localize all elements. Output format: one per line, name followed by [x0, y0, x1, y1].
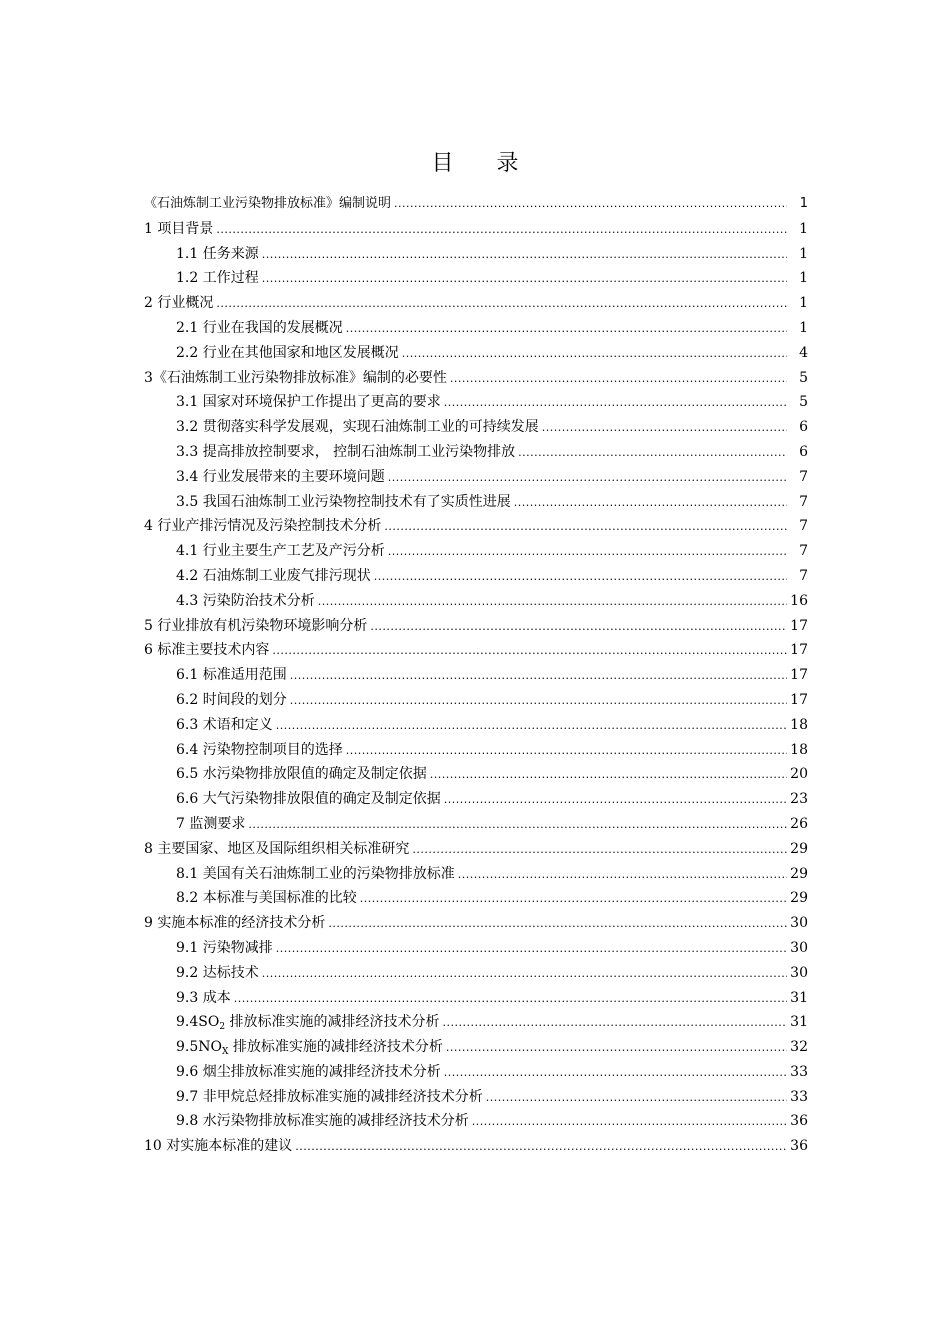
- toc-page-number: 7: [799, 468, 808, 485]
- toc-page-number: 1: [799, 245, 808, 262]
- toc-page-number: 32: [790, 1039, 808, 1056]
- toc-entry-label: 3《石油炼制工业污染物排放标准》编制的必要性: [144, 369, 447, 386]
- toc-page-number: 5: [799, 369, 808, 386]
- toc-page-number: 1: [799, 295, 808, 312]
- toc-dot-leader: [295, 1134, 787, 1160]
- toc-entry[interactable]: [144, 738, 808, 763]
- toc-dot-leader: [216, 291, 787, 317]
- toc-entry[interactable]: [144, 1035, 808, 1060]
- toc-page-number: 30: [790, 915, 808, 932]
- toc-entry-label: 2.1 行业在我国的发展概况: [176, 319, 343, 336]
- toc-entry-label: 9 实施本标准的经济技术分析: [144, 915, 326, 932]
- toc-page-number: 29: [790, 890, 808, 907]
- toc-entry-label: 7 监测要求: [176, 815, 246, 832]
- toc-entry-label: 1.2 工作过程: [176, 270, 259, 287]
- toc-dot-leader: [486, 1085, 787, 1111]
- toc-page-number: 7: [799, 493, 808, 510]
- toc-entry[interactable]: [144, 242, 808, 267]
- toc-page-number: 30: [790, 964, 808, 981]
- toc-entry-label: 8.2 本标准与美国标准的比较: [176, 890, 357, 907]
- toc-entry[interactable]: [144, 465, 808, 490]
- toc-entry[interactable]: [144, 812, 808, 837]
- toc-page-number: 31: [790, 1014, 808, 1031]
- toc-entry-label: 6.2 时间段的划分: [176, 691, 287, 708]
- toc-entry-label: 8 主要国家、地区及国际组织相关标准研究: [144, 840, 410, 857]
- toc-dot-leader: [374, 564, 787, 590]
- toc-page-number: 20: [790, 766, 808, 783]
- toc-dot-leader: [443, 1010, 787, 1036]
- toc-page-number: 1: [799, 319, 808, 336]
- toc-dot-leader: [412, 837, 787, 863]
- toc-dot-leader: [370, 614, 787, 640]
- toc-page-number: 18: [790, 741, 808, 758]
- toc-page-number: 36: [790, 1138, 808, 1155]
- toc-entry[interactable]: [144, 490, 808, 515]
- toc-page-number: 33: [790, 1063, 808, 1080]
- toc-dot-leader: [276, 713, 787, 739]
- toc-dot-leader: [518, 440, 787, 466]
- toc-entry[interactable]: [144, 589, 808, 614]
- toc-dot-leader: [458, 862, 787, 888]
- toc-entry[interactable]: [144, 837, 808, 862]
- toc-entry-label: 3.2 贯彻落实科学发展观，实现石油炼制工业的可持续发展: [176, 419, 539, 436]
- toc-entry[interactable]: [144, 1109, 808, 1134]
- toc-entry-label: 3.1 国家对环境保护工作提出了更高的要求: [176, 394, 441, 411]
- toc-entry-label: 6.1 标准适用范围: [176, 667, 287, 684]
- toc-entry[interactable]: [144, 366, 808, 391]
- toc-page-number: 7: [799, 543, 808, 560]
- toc-dot-leader: [346, 738, 787, 764]
- toc-entry[interactable]: [144, 564, 808, 589]
- toc-entry[interactable]: [144, 663, 808, 688]
- toc-entry[interactable]: [144, 762, 808, 787]
- toc-entry[interactable]: [144, 936, 808, 961]
- toc-dot-leader: [276, 936, 787, 962]
- toc-entry-label: 9.1 污染物减排: [176, 939, 273, 956]
- toc-dot-leader: [450, 366, 787, 392]
- toc-entry-label: 10 对实施本标准的建议: [144, 1138, 293, 1155]
- toc-entry[interactable]: [144, 440, 808, 465]
- toc-dot-leader: [446, 1035, 787, 1061]
- toc-entry-label-post: 排放标准实施的减排经济技术分析: [228, 1039, 443, 1056]
- toc-dot-leader: [384, 514, 787, 540]
- toc-page-number: 31: [790, 989, 808, 1006]
- toc-dot-leader: [394, 192, 787, 217]
- toc-dot-leader: [402, 341, 787, 367]
- toc-entry-label: 9.3 成本: [176, 989, 231, 1006]
- toc-dot-leader: [388, 539, 787, 565]
- toc-page-number: 1: [799, 220, 808, 237]
- toc-page-number: 5: [799, 394, 808, 411]
- toc-entry[interactable]: [144, 539, 808, 564]
- toc-page-number: 17: [790, 642, 808, 659]
- toc-entry-label: 3.5 我国石油炼制工业污染物控制技术有了实质性进展: [176, 493, 511, 510]
- toc-dot-leader: [290, 663, 787, 689]
- toc-dot-leader: [262, 266, 787, 292]
- toc-entry-label: 2.2 行业在其他国家和地区发展概况: [176, 344, 399, 361]
- toc-dot-leader: [248, 812, 787, 838]
- toc-page-number: 17: [790, 617, 808, 634]
- toc-entry[interactable]: [144, 192, 808, 217]
- toc-entry-label: 3.4 行业发展带来的主要环境问题: [176, 468, 385, 485]
- toc-entry[interactable]: [144, 217, 808, 242]
- toc-entry[interactable]: [144, 1010, 808, 1035]
- toc-entry[interactable]: [144, 787, 808, 812]
- toc-page-number: 29: [790, 865, 808, 882]
- table-of-contents: [144, 192, 808, 1159]
- toc-entry-label: 5 行业排放有机污染物环境影响分析: [144, 617, 368, 634]
- toc-page-number: 7: [799, 518, 808, 535]
- toc-entry[interactable]: [144, 886, 808, 911]
- toc-entry[interactable]: [144, 341, 808, 366]
- toc-entry-label: 2 行业概况: [144, 295, 214, 312]
- toc-entry-label-subscript: X: [222, 1047, 229, 1058]
- toc-entry-label: 4.1 行业主要生产工艺及产污分析: [176, 543, 385, 560]
- toc-page-number: 17: [790, 667, 808, 684]
- toc-page-number: 17: [790, 691, 808, 708]
- toc-dot-leader: [328, 911, 787, 937]
- toc-entry-label: 6.3 术语和定义: [176, 716, 273, 733]
- toc-page-number: 16: [790, 592, 808, 609]
- toc-entry-label: 3.3 提高排放控制要求， 控制石油炼制工业污染物排放: [176, 443, 516, 460]
- toc-entry[interactable]: [144, 961, 808, 986]
- toc-entry-label: 1 项目背景: [144, 220, 214, 237]
- toc-entry[interactable]: [144, 614, 808, 639]
- toc-dot-leader: [430, 762, 787, 788]
- toc-entry[interactable]: [144, 514, 808, 539]
- toc-entry[interactable]: [144, 1134, 808, 1159]
- toc-dot-leader: [234, 986, 787, 1012]
- toc-entry-label: 9.7 非甲烷总烃排放标准实施的减排经济技术分析: [176, 1088, 483, 1105]
- toc-entry[interactable]: [144, 688, 808, 713]
- toc-dot-leader: [542, 415, 787, 441]
- toc-entry[interactable]: [144, 390, 808, 415]
- toc-entry[interactable]: [144, 638, 808, 663]
- toc-dot-leader: [444, 390, 787, 416]
- toc-entry-label-post: 排放标准实施的减排经济技术分析: [225, 1014, 440, 1031]
- toc-page-number: 7: [799, 567, 808, 584]
- toc-entry[interactable]: [144, 986, 808, 1011]
- toc-dot-leader: [262, 961, 787, 987]
- toc-dot-leader: [360, 886, 787, 912]
- toc-entry-label: 4.3 污染防治技术分析: [176, 592, 315, 609]
- toc-entry-label-pre: 9.4SO: [176, 1014, 220, 1031]
- toc-entry-label: 6 标准主要技术内容: [144, 642, 270, 659]
- toc-page-number: 30: [790, 939, 808, 956]
- toc-entry[interactable]: [144, 266, 808, 291]
- toc-entry-label: 6.5 水污染物排放限值的确定及制定依据: [176, 766, 427, 783]
- toc-dot-leader: [346, 316, 787, 342]
- toc-entry-label: 9.6 烟尘排放标准实施的减排经济技术分析: [176, 1063, 441, 1080]
- toc-page-number: 29: [790, 840, 808, 857]
- toc-entry[interactable]: [144, 911, 808, 936]
- toc-page-number: 33: [790, 1088, 808, 1105]
- toc-entry-label: 6.4 污染物控制项目的选择: [176, 741, 343, 758]
- toc-dot-leader: [444, 787, 787, 813]
- toc-entry[interactable]: [144, 291, 808, 316]
- toc-entry[interactable]: [144, 1060, 808, 1085]
- toc-entry[interactable]: [144, 316, 808, 341]
- toc-entry-label: 4 行业产排污情况及污染控制技术分析: [144, 518, 382, 535]
- toc-entry[interactable]: [144, 1085, 808, 1110]
- toc-dot-leader: [472, 1109, 787, 1135]
- toc-entry[interactable]: [144, 713, 808, 738]
- toc-dot-leader: [318, 589, 787, 615]
- toc-page-number: 36: [790, 1113, 808, 1130]
- toc-entry[interactable]: [144, 415, 808, 440]
- toc-dot-leader: [514, 490, 787, 516]
- toc-dot-leader: [262, 242, 787, 268]
- toc-page-number: 6: [799, 419, 808, 436]
- toc-dot-leader: [444, 1060, 787, 1086]
- toc-entry-label: 6.6 大气污染物排放限值的确定及制定依据: [176, 791, 441, 808]
- toc-entry-label-pre: 9.5NO: [176, 1039, 222, 1056]
- toc-page-number: 1: [799, 270, 808, 287]
- toc-page-number: 1: [799, 196, 808, 211]
- toc-page-number: 4: [799, 344, 808, 361]
- toc-entry-label: 《石油炼制工业污染物排放标准》编制说明: [144, 196, 392, 211]
- toc-entry[interactable]: [144, 862, 808, 887]
- toc-entry-label: 8.1 美国有关石油炼制工业的污染物排放标准: [176, 865, 455, 882]
- toc-dot-leader: [272, 638, 787, 664]
- toc-page-number: 6: [799, 443, 808, 460]
- toc-entry-label-subscript: 2: [219, 1022, 226, 1033]
- toc-entry-label: 1.1 任务来源: [176, 245, 259, 262]
- toc-dot-leader: [216, 217, 787, 243]
- toc-dot-leader: [388, 465, 787, 491]
- toc-entry-label: 9.8 水污染物排放标准实施的减排经济技术分析: [176, 1113, 469, 1130]
- toc-entry-label: 4.2 石油炼制工业废气排污现状: [176, 567, 371, 584]
- toc-page-number: 26: [790, 815, 808, 832]
- toc-entry-label: 9.2 达标技术: [176, 964, 259, 981]
- page-title: 目 录: [431, 151, 537, 176]
- toc-page-number: 23: [790, 791, 808, 808]
- toc-page-number: 18: [790, 716, 808, 733]
- toc-dot-leader: [290, 688, 787, 714]
